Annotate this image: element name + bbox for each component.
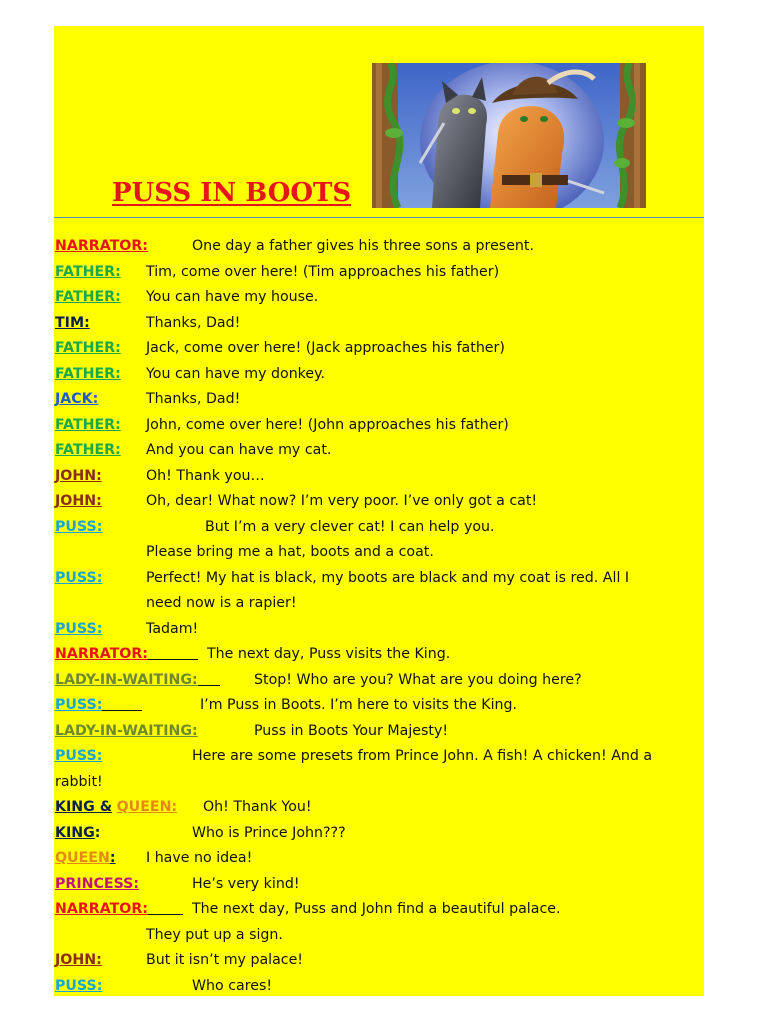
speaker-label: TIM: bbox=[55, 314, 90, 331]
speaker-label-king: KING & bbox=[55, 799, 113, 815]
dialogue-text: One day a father gives his three sons a present. bbox=[192, 238, 534, 254]
script-line-queen bbox=[55, 846, 703, 872]
dialogue-text: He’s very kind! bbox=[192, 875, 300, 892]
speaker-label: JOHN: bbox=[55, 952, 102, 968]
script-line-lady-in-waiting bbox=[55, 719, 703, 745]
dialogue-text: I’m Puss in Boots. I’m here to visits the King. bbox=[200, 697, 518, 713]
speaker-label: JACK: bbox=[55, 391, 99, 407]
script-line-narrator bbox=[55, 642, 703, 668]
dialogue-text: The next day, Puss visits the King. bbox=[207, 646, 451, 662]
dialogue-text: I have no idea! bbox=[146, 850, 253, 866]
script-line-lady-in-waiting bbox=[55, 668, 703, 694]
speaker-label: FATHER: bbox=[55, 340, 121, 356]
dialogue-text: And you can have my cat. bbox=[146, 442, 332, 458]
script-line-continuation bbox=[55, 540, 703, 566]
speaker-label: JOHN: bbox=[55, 467, 102, 484]
dialogue-text: The next day, Puss and John find a beautiful palace. bbox=[192, 901, 561, 917]
dialogue-text: Stop! Who are you? What are you doing here? bbox=[254, 671, 582, 688]
underline-filler bbox=[198, 671, 220, 686]
speaker-label: FATHER: bbox=[55, 442, 121, 458]
dialogue-text: Tadam! bbox=[146, 620, 199, 637]
dialogue-text: Oh, dear! What now? I’m very poor. I’ve only got a cat! bbox=[146, 493, 538, 509]
speaker-label: NARRATOR: bbox=[55, 646, 148, 662]
speaker-colon: : bbox=[94, 824, 101, 841]
dialogue-text: Here are some presets from Prince John. A fish! A chicken! And a bbox=[192, 748, 653, 764]
speaker-colon: : bbox=[109, 850, 116, 866]
script-line-continuation bbox=[55, 591, 703, 617]
speaker-label: FATHER: bbox=[55, 289, 121, 305]
speaker-label: FATHER: bbox=[55, 263, 121, 280]
dialogue-text: But it isn’t my palace! bbox=[146, 952, 303, 968]
speaker-label: NARRATOR: bbox=[55, 238, 148, 254]
dialogue-text: need now is a rapier! bbox=[146, 595, 297, 611]
speaker-label: LADY-IN-WAITING: bbox=[55, 722, 198, 739]
script-line-narrator bbox=[55, 234, 703, 260]
dialogue-text: But I’m a very clever cat! I can help you. bbox=[205, 518, 495, 535]
speaker-label: QUEEN bbox=[55, 850, 110, 866]
script-line-puss bbox=[55, 744, 703, 770]
dialogue-text: They put up a sign. bbox=[146, 926, 283, 943]
dialogue-text: Perfect! My hat is black, my boots are black and my coat is red. All I bbox=[146, 569, 630, 586]
script-line-king-and-queen bbox=[55, 795, 703, 821]
speaker-label: LADY-IN-WAITING: bbox=[55, 671, 198, 688]
script-line-continuation bbox=[55, 770, 703, 796]
speaker-label: FATHER: bbox=[55, 365, 121, 382]
dialogue-text: Tim, come over here! (Tim approaches his father) bbox=[146, 263, 500, 280]
document-title: PUSS IN BOOTS bbox=[112, 178, 352, 208]
underline-filler bbox=[148, 645, 198, 660]
speaker-label: JOHN: bbox=[55, 493, 102, 509]
underline-filler bbox=[102, 696, 142, 711]
speaker-label: PUSS: bbox=[55, 569, 103, 586]
speaker-label: PUSS: bbox=[55, 697, 103, 713]
script-line-puss bbox=[55, 566, 703, 592]
script-line-puss bbox=[55, 515, 703, 541]
dialogue-text: Oh! Thank You! bbox=[203, 799, 312, 815]
speaker-label-queen: QUEEN: bbox=[116, 799, 178, 815]
dialogue-text: You can have my donkey. bbox=[146, 365, 326, 382]
script-line-king bbox=[55, 821, 703, 847]
script-line-john bbox=[55, 948, 703, 974]
speaker-label: PUSS: bbox=[55, 518, 103, 535]
script-line-father bbox=[55, 362, 703, 388]
speaker-label: NARRATOR: bbox=[55, 901, 148, 917]
dialogue-text: Oh! Thank you… bbox=[146, 467, 265, 484]
speaker-label: PRINCESS: bbox=[55, 875, 140, 892]
script-line-john bbox=[55, 464, 703, 490]
script-line-continuation bbox=[55, 923, 703, 949]
script-line-princess bbox=[55, 872, 703, 898]
script-line-jack bbox=[55, 387, 703, 413]
play-script bbox=[55, 234, 703, 999]
puss-in-boots-poster-image bbox=[372, 63, 646, 208]
dialogue-text: Jack, come over here! (Jack approaches his father) bbox=[146, 340, 505, 356]
script-line-puss bbox=[55, 693, 703, 719]
dialogue-text: Thanks, Dad! bbox=[146, 391, 241, 407]
speaker-label: KING bbox=[55, 824, 95, 841]
script-line-father bbox=[55, 336, 703, 362]
title-divider bbox=[54, 217, 704, 218]
script-line-john bbox=[55, 489, 703, 515]
script-line-father bbox=[55, 438, 703, 464]
speaker-label: PUSS: bbox=[55, 748, 103, 764]
dialogue-text: John, come over here! (John approaches his father) bbox=[146, 416, 509, 433]
speaker-label: PUSS: bbox=[55, 620, 103, 637]
script-line-father bbox=[55, 260, 703, 286]
underline-filler bbox=[148, 900, 183, 915]
dialogue-text: Who cares! bbox=[192, 977, 273, 994]
dialogue-text: Please bring me a hat, boots and a coat. bbox=[146, 544, 434, 560]
script-line-puss bbox=[55, 974, 703, 1000]
dialogue-text: Thanks, Dad! bbox=[146, 314, 241, 331]
dialogue-text: Who is Prince John??? bbox=[192, 824, 346, 841]
script-line-tim bbox=[55, 311, 703, 337]
dialogue-text: You can have my house. bbox=[146, 289, 319, 305]
speaker-label: PUSS: bbox=[55, 977, 103, 994]
dialogue-text: rabbit! bbox=[55, 773, 103, 790]
script-line-narrator bbox=[55, 897, 703, 923]
speaker-label: FATHER: bbox=[55, 416, 121, 433]
dialogue-text: Puss in Boots Your Majesty! bbox=[254, 722, 449, 739]
script-line-father bbox=[55, 285, 703, 311]
script-line-puss bbox=[55, 617, 703, 643]
script-line-father bbox=[55, 413, 703, 439]
